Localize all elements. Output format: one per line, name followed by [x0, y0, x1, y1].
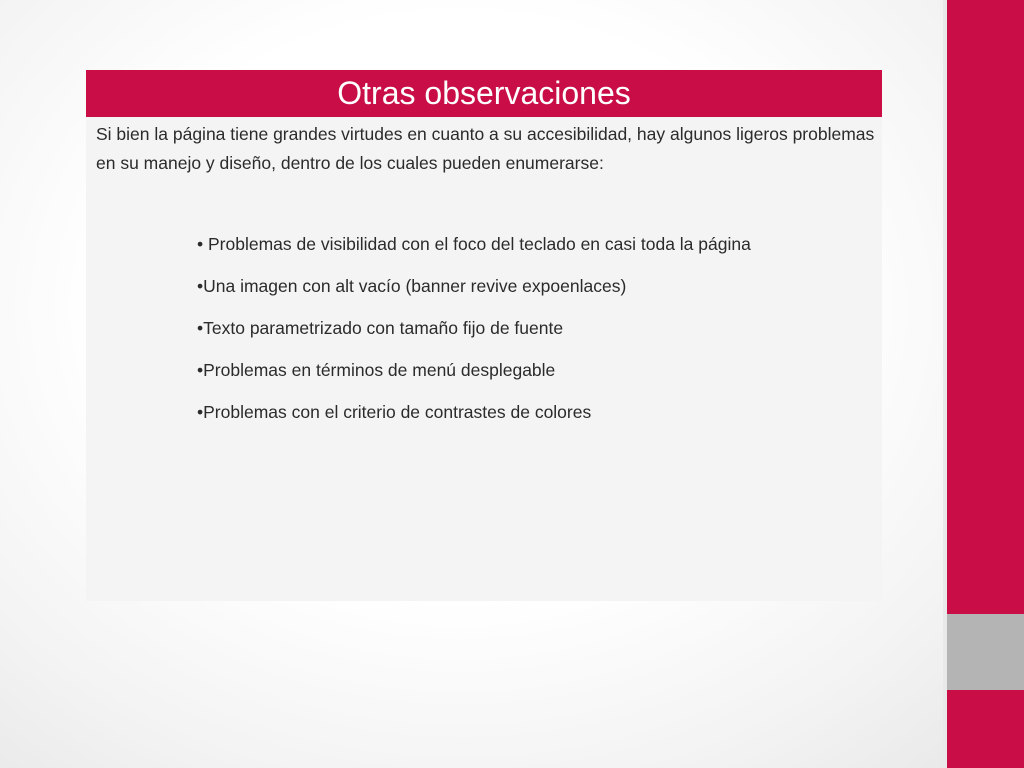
- list-item: •Una imagen con alt vacío (banner revive expoenlaces): [197, 276, 627, 296]
- intro-paragraph: Si bien la página tiene grandes virtudes en cuanto a su accesibilidad, hay algunos ligeros problemas en su manejo y diseño, dentro de los cuales pueden enumerarse:: [96, 124, 875, 173]
- observations-list: [197, 230, 751, 440]
- list-item: • Problemas de visibilidad con el foco del teclado en casi toda la página: [197, 234, 751, 254]
- list-item: •Problemas en términos de menú desplegable: [197, 360, 556, 380]
- side-gray-block: [947, 614, 1024, 690]
- content-panel: [86, 70, 882, 601]
- title-bar: [86, 70, 882, 117]
- slide-title: Otras observaciones: [337, 75, 631, 111]
- list-item: •Texto parametrizado con tamaño fijo de fuente: [197, 318, 564, 338]
- list-item: •Problemas con el criterio de contrastes de colores: [197, 402, 592, 422]
